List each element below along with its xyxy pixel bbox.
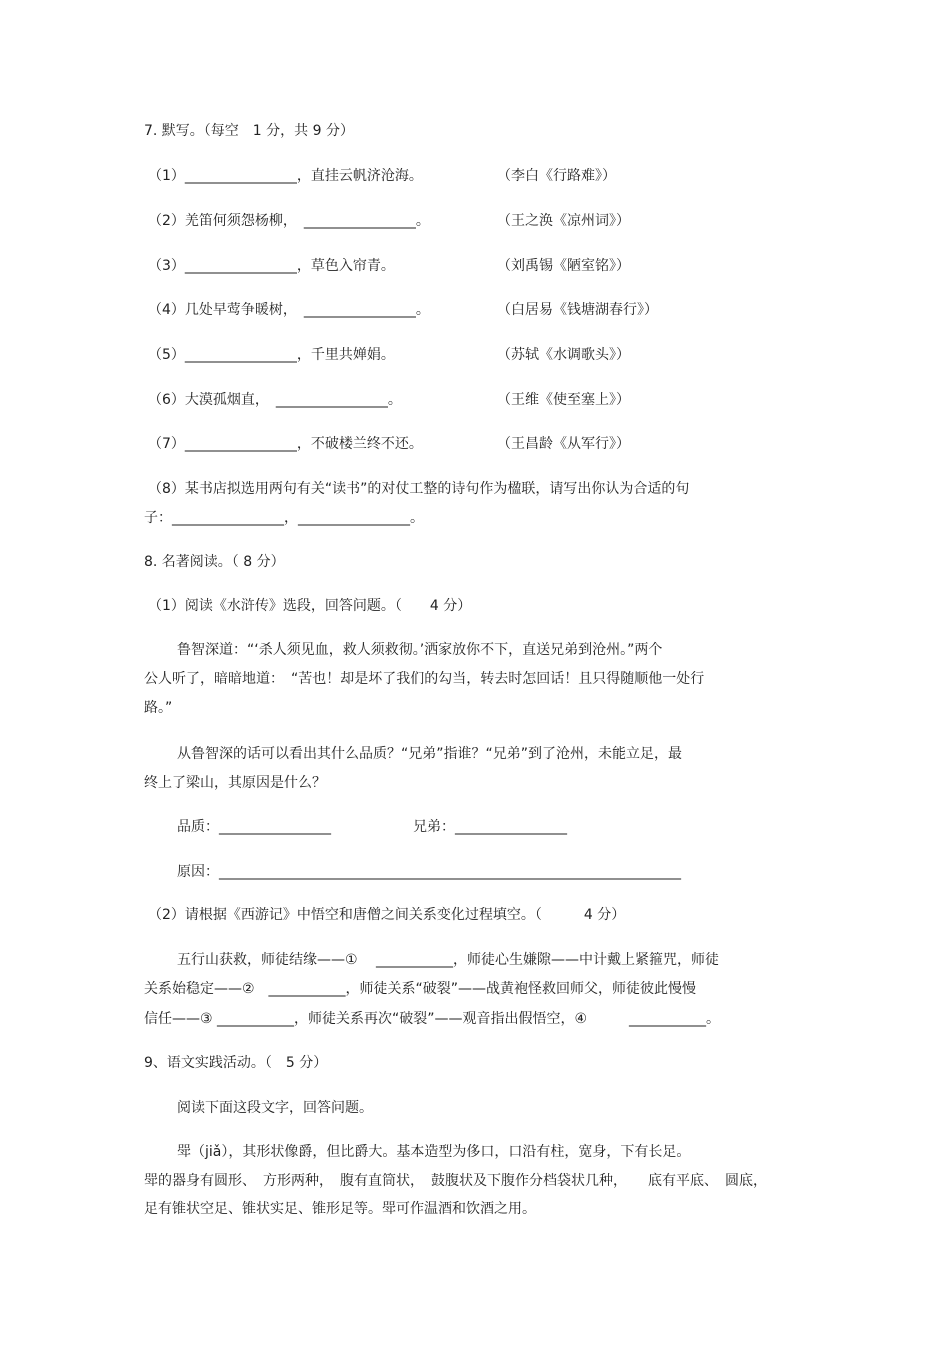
q9-title: 9、语文实践活动。（ 5 分） <box>144 1055 328 1071</box>
q7-item-7-source: （王昌龄《从军行》） <box>497 436 630 452</box>
q7-item-1: （1）________________，直挂云帆济沧海。 <box>148 168 423 184</box>
q8-sub2-title: （2）请根据《西游记》中悟空和唐僧之间关系变化过程填空。（ 4 分） <box>148 907 626 923</box>
q8-journey-line-2: 关系始稳定——② ___________，师徒关系“破裂”——战黄袍怪救回师父，师徒彼此慢慢 <box>144 981 697 997</box>
q7-item-3: （3）________________，草色入帘青。 <box>148 258 395 274</box>
q8-question-line-1: 从鲁智深的话可以看出其什么品质？“兄弟”指谁？“兄弟”到了沧州，未能立足，最 <box>177 746 683 762</box>
q8-passage-line-2: 公人听了，暗暗地道： “苦也！却是坏了我们的勾当，转去时怎回话！且只得随顺他一处行 <box>144 671 705 687</box>
q7-item-4: （4）几处早莺争暖树， ________________。 <box>148 302 430 318</box>
q8-journey-line-1: 五行山获救，师徒结缘——① ___________，师徒心生嫌隙——中计戴上紧箍咒，师徒 <box>177 952 719 968</box>
q7-item-4-source: （白居易《钱塘湖春行》） <box>497 302 658 318</box>
q8-title: 8. 名著阅读。（ 8 分） <box>144 554 285 570</box>
q8-question-line-2: 终上了梁山，其原因是什么？ <box>144 775 326 791</box>
q9-intro: 阅读下面这段文字，回答问题。 <box>177 1100 373 1116</box>
q7-item-6-source: （王维《使至塞上》） <box>497 392 630 408</box>
q7-item-7: （7）________________，不破楼兰终不还。 <box>148 436 423 452</box>
q8-brother-blank: 兄弟：________________ <box>413 819 567 835</box>
q9-paragraph-line-1: 斝（jiǎ），其形状像爵，但比爵大。基本造型为侈口，口沿有柱，宽身，下有长足。 <box>177 1144 691 1160</box>
q7-item-6: （6）大漠孤烟直， ________________。 <box>148 392 402 408</box>
q7-title: 7. 默写。（每空 1 分，共 9 分） <box>144 123 354 139</box>
q8-journey-line-3: 信任——③ ___________，师徒关系再次“破裂”——观音指出假悟空，④ ___________。 <box>144 1011 721 1027</box>
q7-item-1-source: （李白《行路难》） <box>497 168 616 184</box>
q8-sub1-title: （1）阅读《水浒传》选段，回答问题。（ 4 分） <box>148 598 472 614</box>
q7-item-2-source: （王之涣《凉州词》） <box>497 213 630 229</box>
q7-item-5: （5）________________，千里共婵娟。 <box>148 347 395 363</box>
q8-quality-blank: 品质：________________ <box>177 819 331 835</box>
q9-paragraph-line-3: 足有锥状空足、锥状实足、锥形足等。斝可作温酒和饮酒之用。 <box>144 1201 536 1217</box>
q7-item-3-source: （刘禹锡《陋室铭》） <box>497 258 630 274</box>
q7-item-5-source: （苏轼《水调歌头》） <box>497 347 630 363</box>
q8-reason-blank: 原因：__________________________________________________________________ <box>177 864 681 880</box>
q9-paragraph-line-2: 斝的器身有圆形、 方形两种， 腹有直筒状， 鼓腹状及下腹作分档袋状几种， 底有平底、 圆底， <box>144 1173 767 1189</box>
q8-passage-line-1: 鲁智深道：“‘杀人须见血，救人须救彻。’洒家放你不下，直送兄弟到沧州。”两个 <box>177 642 663 658</box>
q7-item-8-line-1: （8）某书店拟选用两句有关“读书”的对仗工整的诗句作为楹联，请写出你认为合适的句 <box>148 481 690 497</box>
q7-item-8-line-2: 子：________________，________________。 <box>144 510 424 526</box>
q7-item-2: （2）羌笛何须怨杨柳， ________________。 <box>148 213 430 229</box>
q8-passage-line-3: 路。” <box>144 700 173 716</box>
